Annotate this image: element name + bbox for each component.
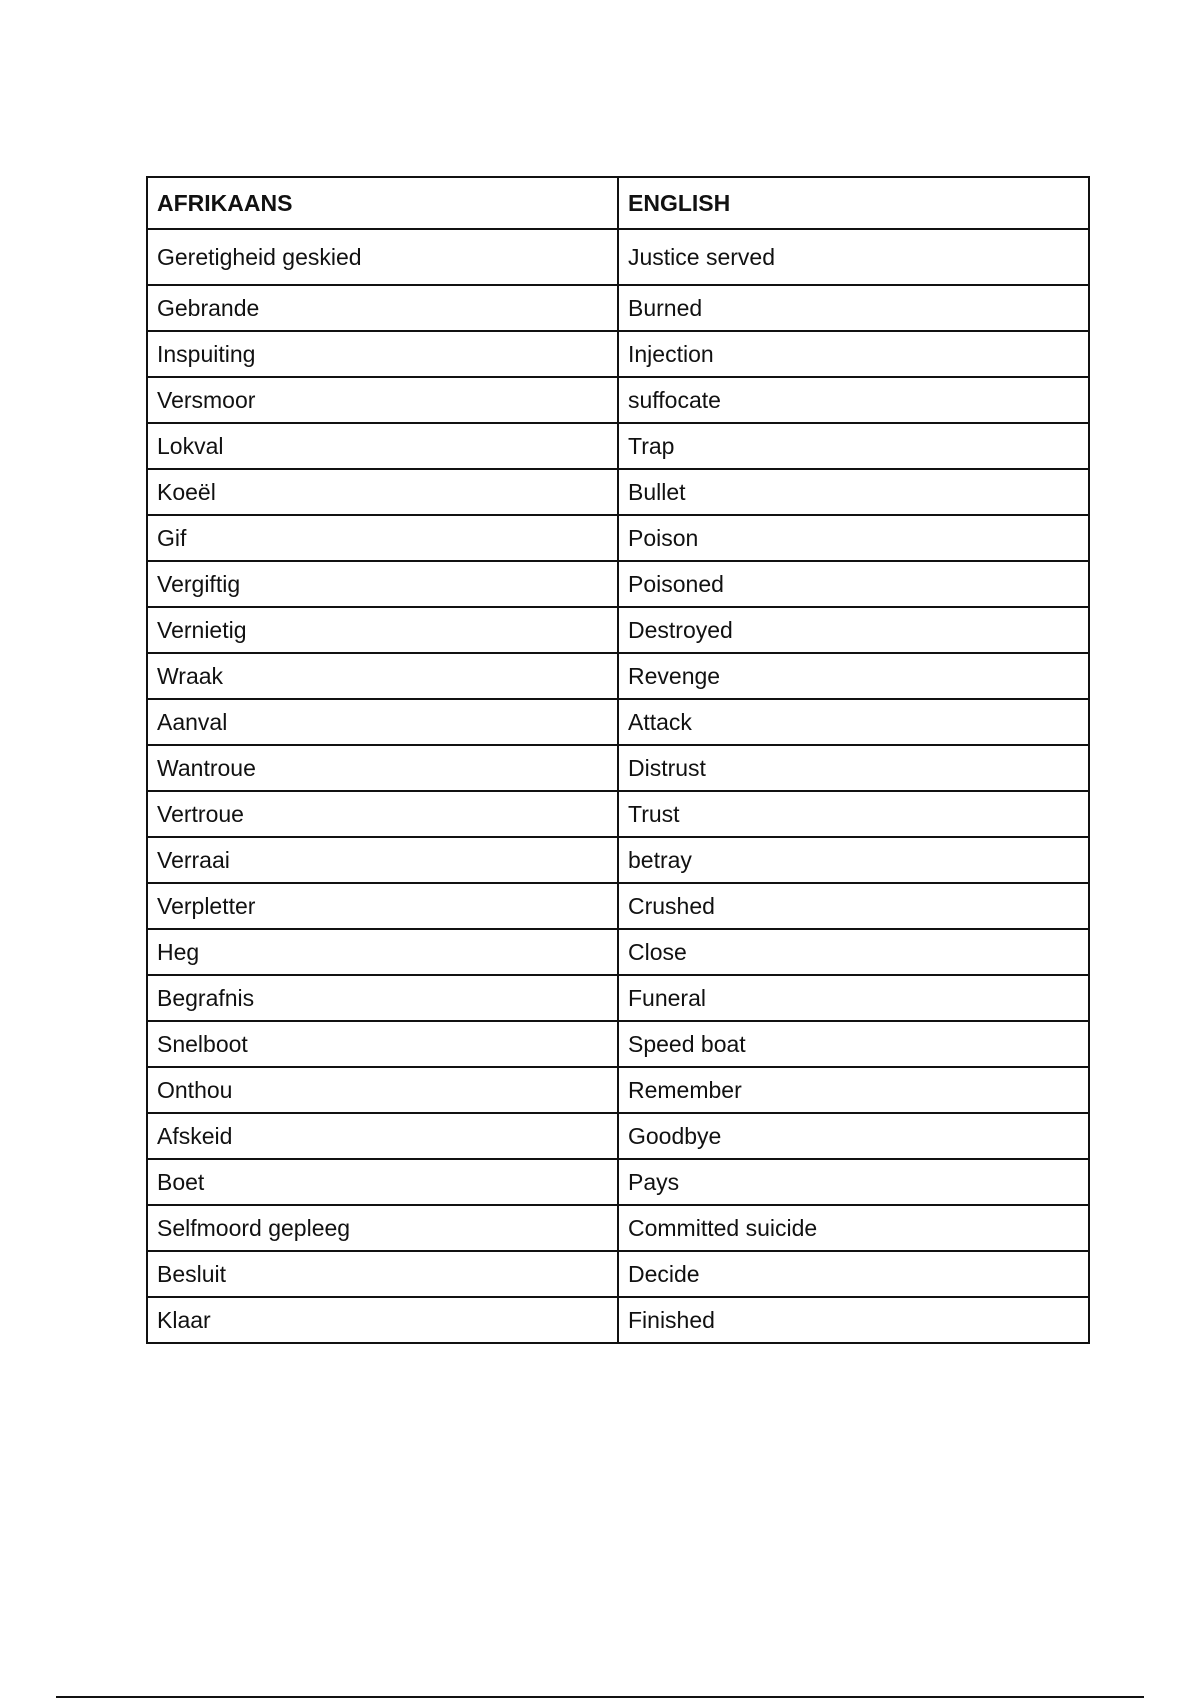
english-cell: Funeral — [618, 975, 1089, 1021]
table-row — [147, 377, 1089, 423]
afrikaans-cell: Verraai — [147, 837, 618, 883]
table-row — [147, 929, 1089, 975]
afrikaans-cell: Versmoor — [147, 377, 618, 423]
english-cell: Finished — [618, 1297, 1089, 1343]
english-cell: Close — [618, 929, 1089, 975]
english-cell: Pays — [618, 1159, 1089, 1205]
english-cell: Burned — [618, 285, 1089, 331]
english-cell: Goodbye — [618, 1113, 1089, 1159]
afrikaans-cell: Onthou — [147, 1067, 618, 1113]
afrikaans-cell: Inspuiting — [147, 331, 618, 377]
english-cell: Poison — [618, 515, 1089, 561]
afrikaans-cell: Vernietig — [147, 607, 618, 653]
afrikaans-cell: Heg — [147, 929, 618, 975]
english-cell: Bullet — [618, 469, 1089, 515]
column-header-afrikaans: AFRIKAANS — [147, 177, 618, 229]
table-row — [147, 1205, 1089, 1251]
table-row — [147, 515, 1089, 561]
page-bottom-rule — [56, 1696, 1144, 1698]
english-cell: Justice served — [618, 229, 1089, 285]
english-cell: Decide — [618, 1251, 1089, 1297]
english-cell: Trust — [618, 791, 1089, 837]
table-row — [147, 423, 1089, 469]
english-cell: suffocate — [618, 377, 1089, 423]
table-row — [147, 469, 1089, 515]
table-row — [147, 653, 1089, 699]
afrikaans-cell: Snelboot — [147, 1021, 618, 1067]
afrikaans-cell: Koeël — [147, 469, 618, 515]
english-cell: Poisoned — [618, 561, 1089, 607]
english-cell: Injection — [618, 331, 1089, 377]
table-header — [147, 177, 1089, 229]
afrikaans-cell: Selfmoord gepleeg — [147, 1205, 618, 1251]
english-cell: Remember — [618, 1067, 1089, 1113]
table-row — [147, 285, 1089, 331]
english-cell: Trap — [618, 423, 1089, 469]
afrikaans-cell: Boet — [147, 1159, 618, 1205]
vocabulary-table — [146, 176, 1090, 1344]
column-header-english: ENGLISH — [618, 177, 1089, 229]
table-row — [147, 837, 1089, 883]
afrikaans-cell: Gif — [147, 515, 618, 561]
table-row — [147, 331, 1089, 377]
afrikaans-cell: Besluit — [147, 1251, 618, 1297]
afrikaans-cell: Verpletter — [147, 883, 618, 929]
header-row — [147, 177, 1089, 229]
afrikaans-cell: Wraak — [147, 653, 618, 699]
table-row — [147, 1297, 1089, 1343]
afrikaans-cell: Vertroue — [147, 791, 618, 837]
english-cell: Crushed — [618, 883, 1089, 929]
afrikaans-cell: Klaar — [147, 1297, 618, 1343]
english-cell: Committed suicide — [618, 1205, 1089, 1251]
afrikaans-cell: Lokval — [147, 423, 618, 469]
table-row — [147, 699, 1089, 745]
table-body — [147, 229, 1089, 1343]
table-row — [147, 1067, 1089, 1113]
afrikaans-cell: Begrafnis — [147, 975, 618, 1021]
table-row — [147, 883, 1089, 929]
table-row — [147, 1113, 1089, 1159]
english-cell: Destroyed — [618, 607, 1089, 653]
english-cell: Attack — [618, 699, 1089, 745]
table-row — [147, 1159, 1089, 1205]
table-row — [147, 975, 1089, 1021]
afrikaans-cell: Aanval — [147, 699, 618, 745]
afrikaans-cell: Geretigheid geskied — [147, 229, 618, 285]
afrikaans-cell: Vergiftig — [147, 561, 618, 607]
english-cell: Distrust — [618, 745, 1089, 791]
english-cell: betray — [618, 837, 1089, 883]
afrikaans-cell: Gebrande — [147, 285, 618, 331]
table-row — [147, 561, 1089, 607]
afrikaans-cell: Afskeid — [147, 1113, 618, 1159]
english-cell: Revenge — [618, 653, 1089, 699]
afrikaans-cell: Wantroue — [147, 745, 618, 791]
table-row — [147, 791, 1089, 837]
table-row — [147, 1251, 1089, 1297]
table-row — [147, 745, 1089, 791]
table-row — [147, 1021, 1089, 1067]
table-row — [147, 607, 1089, 653]
english-cell: Speed boat — [618, 1021, 1089, 1067]
table-row — [147, 229, 1089, 285]
